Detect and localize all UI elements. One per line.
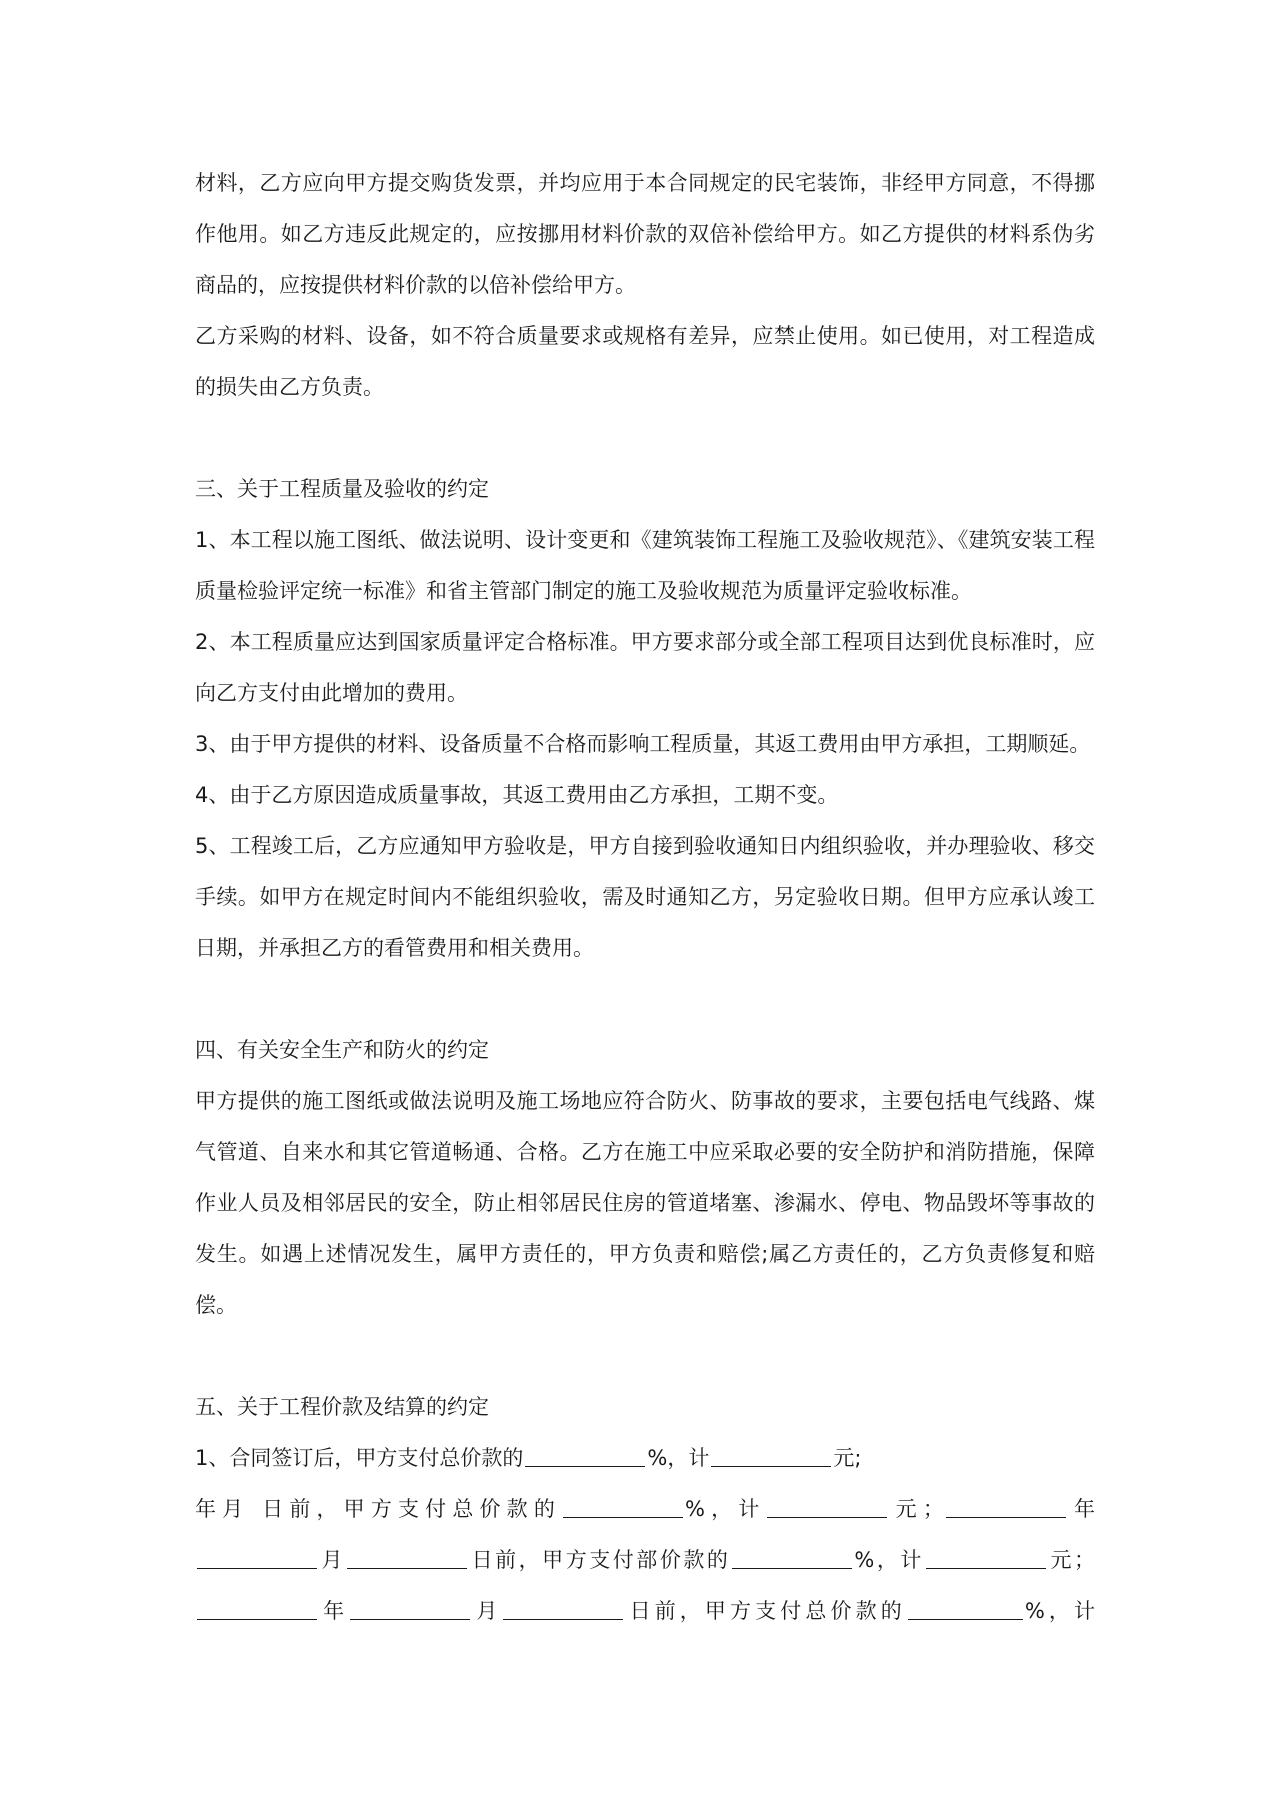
section-3-item-5: 5、工程竣工后，乙方应通知甲方验收是，甲方自接到验收通知日内组织验收，并办理验收、移交手续。如甲方在规定时间内不能组织验收，需及时通知乙方，另定验收日期。但甲方应承认竣工日期，并承担乙方的看管费用和相关费用。 bbox=[195, 834, 1095, 960]
blank-field[interactable] bbox=[946, 1496, 1066, 1518]
payment-line-3-text-d: 元； bbox=[1047, 1548, 1096, 1572]
payment-line-3-text-a: 月 bbox=[319, 1548, 346, 1572]
blank-field[interactable] bbox=[197, 1547, 317, 1569]
blank-field[interactable] bbox=[926, 1547, 1046, 1569]
section-4-body: 甲方提供的施工图纸或做法说明及施工场地应符合防火、防事故的要求，主要包括电气线路、煤气管道、自来水和其它管道畅通、合格。乙方在施工中应采取必要的安全防护和消防措施，保障作业人员及相邻居民的安全，防止相邻居民住房的管道堵塞、渗漏水、停电、物品毁坏等事故的发生。如遇上述情况发生，属甲方责任的，甲方负责和赔偿;属乙方责任的，乙方负责修复和赔偿。 bbox=[195, 1089, 1095, 1317]
payment-line-1 bbox=[195, 1433, 1095, 1484]
section-3-item-2: 2、本工程质量应达到国家质量评定合格标准。甲方要求部分或全部工程项目达到优良标准时，应向乙方支付由此增加的费用。 bbox=[195, 630, 1095, 705]
payment-line-1-text-c: 元; bbox=[833, 1446, 862, 1470]
payment-line-4 bbox=[195, 1586, 1095, 1637]
section-4-title: 四、有关安全生产和防火的约定 bbox=[195, 1038, 489, 1062]
section-3-item-4: 4、由于乙方原因造成质量事故，其返工费用由乙方承担，工期不变。 bbox=[195, 783, 839, 807]
payment-line-2 bbox=[195, 1484, 1095, 1535]
spacer bbox=[195, 413, 1095, 464]
payment-line-1-text-a: 1、合同签订后，甲方支付总价款的 bbox=[195, 1446, 524, 1470]
blank-field[interactable] bbox=[197, 1598, 317, 1620]
blank-field[interactable] bbox=[350, 1598, 470, 1620]
paragraph-materials-quality: 乙方采购的材料、设备，如不符合质量要求或规格有差异，应禁止使用。如已使用，对工程造成的损失由乙方负责。 bbox=[195, 324, 1095, 399]
payment-line-4-text-b: 月 bbox=[472, 1599, 502, 1623]
spacer bbox=[195, 974, 1095, 1025]
blank-field[interactable] bbox=[732, 1547, 852, 1569]
payment-line-4-text-a: 年 bbox=[319, 1599, 349, 1623]
payment-line-2-text-b: %，计 bbox=[685, 1497, 766, 1521]
blank-field[interactable] bbox=[767, 1496, 887, 1518]
payment-line-4-text-d: %，计 bbox=[1024, 1599, 1096, 1623]
document-body bbox=[195, 158, 1095, 1637]
spacer bbox=[195, 1331, 1095, 1382]
paragraph-materials-invoice: 材料，乙方应向甲方提交购货发票，并均应用于本合同规定的民宅装饰，非经甲方同意，不得挪作他用。如乙方违反此规定的，应按挪用材料价款的双倍补偿给甲方。如乙方提供的材料系伪劣商品的，应按提供材料价款的以倍补偿给甲方。 bbox=[195, 171, 1095, 297]
section-3-title: 三、关于工程质量及验收的约定 bbox=[195, 477, 489, 501]
payment-line-2-text-c: 元； bbox=[889, 1497, 944, 1521]
blank-field[interactable] bbox=[563, 1496, 683, 1518]
blank-field[interactable] bbox=[347, 1547, 467, 1569]
payment-line-2-text-d: 年 bbox=[1067, 1497, 1095, 1521]
payment-line-3-text-c: %，计 bbox=[854, 1548, 924, 1572]
section-3-item-3: 3、由于甲方提供的材料、设备质量不合格而影响工程质量，其返工费用由甲方承担，工期顺延。 bbox=[195, 732, 1091, 756]
payment-line-4-text-c: 日前，甲方支付总价款的 bbox=[625, 1599, 906, 1623]
section-3-item-1: 1、本工程以施工图纸、做法说明、设计变更和《建筑装饰工程施工及验收规范》、《建筑安装工程质量检验评定统一标准》和省主管部门制定的施工及验收规范为质量评定验收标准。 bbox=[195, 528, 1095, 603]
payment-line-1-text-b: %，计 bbox=[647, 1446, 710, 1470]
blank-field[interactable] bbox=[711, 1445, 831, 1467]
blank-field[interactable] bbox=[908, 1598, 1023, 1620]
payment-line-2-text-a: 年月 日前，甲方支付总价款的 bbox=[195, 1497, 562, 1521]
blank-field[interactable] bbox=[503, 1598, 623, 1620]
payment-line-3 bbox=[195, 1535, 1095, 1586]
blank-field[interactable] bbox=[525, 1445, 645, 1467]
section-5-title: 五、关于工程价款及结算的约定 bbox=[195, 1395, 489, 1419]
payment-line-3-text-b: 日前，甲方支付部价款的 bbox=[469, 1548, 731, 1572]
